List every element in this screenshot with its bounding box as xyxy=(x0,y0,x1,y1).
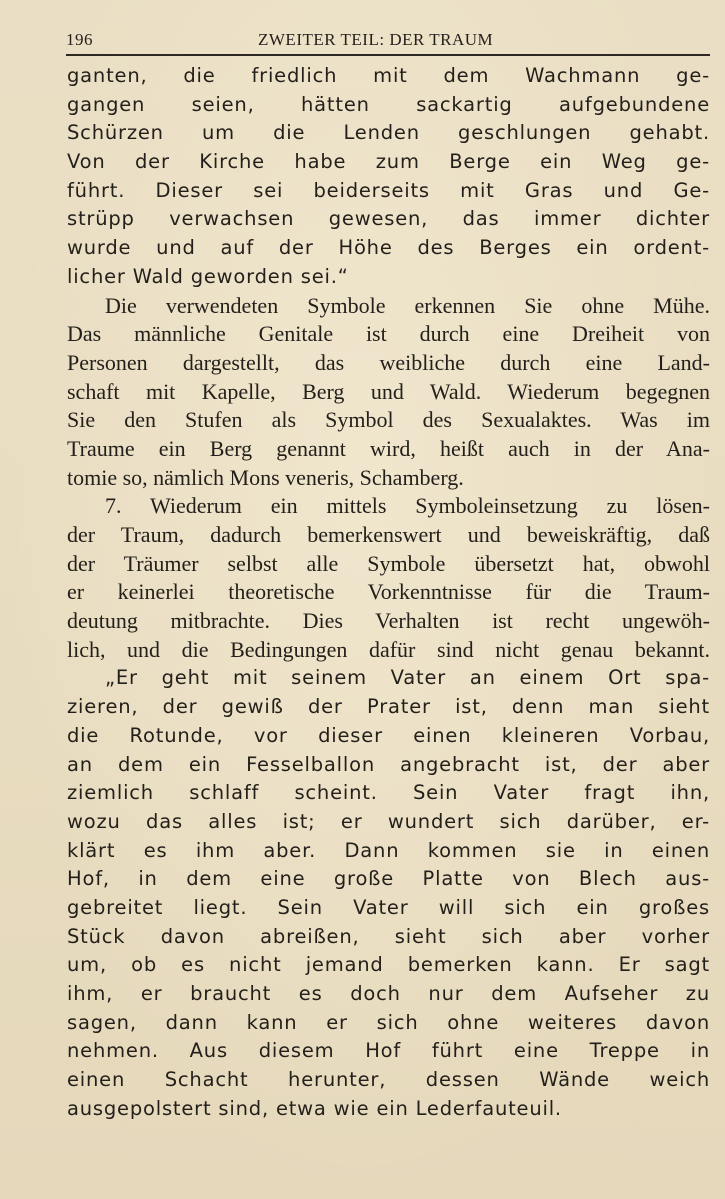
text-line: die Rotunde, vor dieser einen kleineren Vorbau, xyxy=(67,723,710,747)
text-line: lich, und die Bedingungen dafür sind nicht genau bekannt. xyxy=(67,636,710,662)
text-line: ziemlich schlaff scheint. Sein Vater fragt ihn, xyxy=(67,781,710,805)
text-line: schaft mit Kapelle, Berg und Wald. Wiederum begegnen xyxy=(67,378,710,404)
text-line: führt. Dieser sei beiderseits mit Gras und Ge- xyxy=(67,178,710,202)
text-line: sagen, dann kann er sich ohne weiteres davon xyxy=(67,1010,710,1034)
text-line: der Traum, dadurch bemerkenswert und beweiskräftig, daß xyxy=(67,522,710,547)
text-line: strüpp verwachsen gewesen, das immer dichter xyxy=(67,207,710,231)
text-line: 7. Wiederum ein mittels Symboleinsetzung zu lösen- xyxy=(105,493,710,519)
text-line: zieren, der gewiß der Prater ist, denn man sieht xyxy=(67,695,710,719)
text-line: Schürzen um die Lenden geschlungen gehabt. xyxy=(67,121,710,145)
text-line: nehmen. Aus diesem Hof führt eine Treppe in xyxy=(67,1039,710,1063)
text-line: deutung mitbrachte. Dies Verhalten ist recht ungewöh- xyxy=(67,608,710,634)
text-line: wozu das alles ist; er wundert sich darüber, er- xyxy=(67,809,710,833)
text-line: „Er geht mit seinem Vater an einem Ort spa- xyxy=(105,666,710,690)
page-header xyxy=(66,30,710,56)
text-line: Hof, in dem eine große Platte von Blech aus- xyxy=(67,867,710,891)
text-line: Von der Kirche habe zum Berge ein Weg ge- xyxy=(67,150,710,174)
text-line: licher Wald geworden sei.“ xyxy=(67,264,349,288)
running-head: ZWEITER TEIL: DER TRAUM xyxy=(258,30,494,49)
text-line: einen Schacht herunter, dessen Wände weich xyxy=(67,1068,710,1092)
text-line: der Träumer selbst alle Symbole übersetzt hat, obwohl xyxy=(67,550,710,576)
text-line: gebreitet liegt. Sein Vater will sich ein großes xyxy=(67,895,710,919)
text-line: Das männliche Genitale ist durch eine Dreiheit von xyxy=(67,321,710,347)
text-line: Stück davon abreißen, sieht sich aber vorher xyxy=(67,924,710,948)
text-line: ihm, er braucht es doch nur dem Aufseher zu xyxy=(67,982,710,1005)
text-line: tomie so, nämlich Mons veneris, Schamberg. xyxy=(67,464,464,490)
text-line: ausgepolstert sind, etwa wie ein Lederfauteuil. xyxy=(67,1096,562,1120)
text-line: Sie den Stufen als Symbol des Sexualaktes. Was im xyxy=(67,407,710,433)
text-line: Personen dargestellt, das weibliche durch eine Land- xyxy=(67,349,710,375)
text-line: um, ob es nicht jemand bemerken kann. Er sagt xyxy=(67,953,710,977)
text-line: ganten, die friedlich mit dem Wachmann ge- xyxy=(67,64,710,87)
text-line: er keinerlei theoretische Vorkenntnisse für die Traum- xyxy=(67,579,710,605)
text-line: an dem ein Fesselballon angebracht ist, der aber xyxy=(67,752,710,776)
text-line: wurde und auf der Höhe des Berges ein ordent- xyxy=(67,236,710,260)
page-number: 196 xyxy=(66,30,93,49)
text-line: klärt es ihm aber. Dann kommen sie in einen xyxy=(67,838,710,862)
header-rule xyxy=(66,54,710,56)
text-line: Traume ein Berg genannt wird, heißt auch in der Ana- xyxy=(67,435,710,461)
body-text xyxy=(67,62,710,1123)
text-line: gangen seien, hätten sackartig aufgebundene xyxy=(67,92,710,116)
text-line: Die verwendeten Symbole erkennen Sie ohne Mühe. xyxy=(105,292,710,318)
